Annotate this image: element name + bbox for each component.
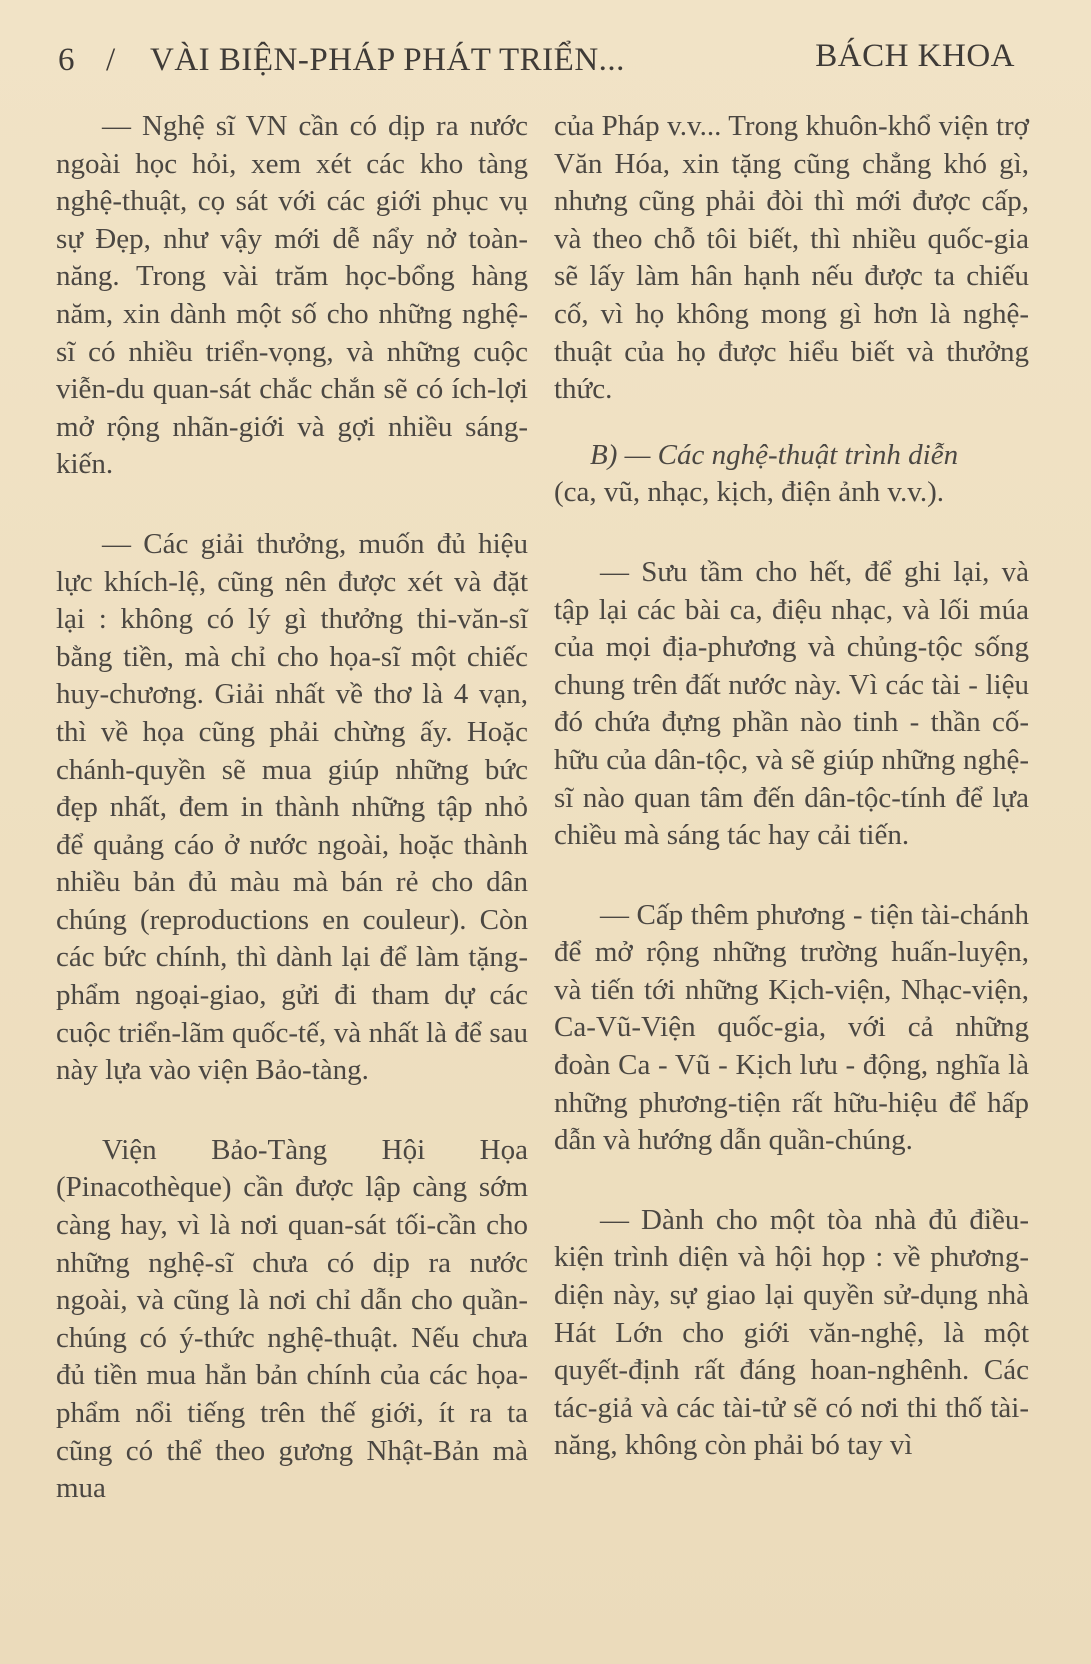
section-heading-label: B) — Các nghệ-thuật trình diễn [590,438,959,471]
paragraph-funding: — Cấp thêm phương - tiện tài-chánh để mở rộng những trường huấn-luyện, và tiến tới những Kịch-viện, Nhạc-viện, Ca-Vũ-Viện quốc-gia, với cả những đoàn Ca - Vũ - Kịch lưu - động, nghĩa là những phương-tiện rất hữu-hiệu để hấp dẫn và hướng dẫn quần-chúng. [554,898,1029,1157]
left-column [56,108,528,1508]
header-separator: / [106,42,116,78]
running-header [58,28,1051,88]
right-column [554,108,1029,1465]
section-heading-subtitle: (ca, vũ, nhạc, kịch, điện ảnh v.v.). [554,476,945,509]
paragraph-collect-songs: — Sưu tầm cho hết, để ghi lại, và tập lại các bài ca, điệu nhạc, và lối múa của mọi địa-phương và chủng-tộc sống chung trên đất nước này. Vì các tài - liệu đó chứa đựng phần nào tinh - thần cố-hữu của dân-tộc, và sẽ giúp những nghệ-sĩ nào quan tâm đến dân-tộc-tính để lựa chiều mà sáng tác hay cải tiến. [554,555,1029,852]
section-heading [554,437,1029,475]
paragraph-continuation: của Pháp v.v... Trong khuôn-khổ viện trợ Văn Hóa, xin tặng cũng chẳng khó gì, nhưng cũng phải đòi thì mới được cấp, và theo chỗ tôi biết, thì nhiều quốc-gia sẽ lấy làm hân hạnh nếu được ta chiếu cố, vì họ không mong gì hơn là nghệ-thuật của họ được hiểu biết và thưởng thức. [554,110,1029,406]
journal-name: BÁCH KHOA [815,38,1015,74]
paragraph-prizes: — Các giải thưởng, muốn đủ hiệu lực khích-lệ, cũng nên được xét và đặt lại : không có lý gì thưởng thi-văn-sĩ bằng tiền, mà chỉ cho họa-sĩ một chiếc huy-chương. Giải nhất về thơ là 4 vạn, thì về họa cũng phải chừng ấy. Hoặc chánh-quyền sẽ mua giúp những bức đẹp nhất, đem in thành những tập nhỏ để quảng cáo ở nước ngoài, hoặc thành nhiều bản đủ màu mà bán rẻ cho dân chúng (reproductions en couleur). Còn các bức chính, thì dành lại để làm tặng-phẩm ngoại-giao, gửi đi tham dự các cuộc triển-lãm quốc-tế, và nhất là để sau này lựa vào viện Bảo-tàng. [56,527,528,1087]
paragraph-artists-abroad: — Nghệ sĩ VN cần có dịp ra nước ngoài học hỏi, xem xét các kho tàng nghệ-thuật, cọ sát với các giới phục vụ sự Đẹp, như vậy mới dễ nẩy nở toàn-năng. Trong vài trăm học-bổng hàng năm, xin dành một số cho những nghệ-sĩ có nhiều triển-vọng, và những cuộc viễn-du quan-sát chắc chắn sẽ có ích-lợi mở rộng nhãn-giới và gợi nhiều sáng-kiến. [56,110,528,481]
article-title: VÀI BIỆN-PHÁP PHÁT TRIỂN... [150,42,625,78]
page-number: 6 [58,42,75,78]
paragraph-museum: Viện Bảo-Tàng Hội Họa (Pinacothèque) cần được lập càng sớm càng hay, vì là nơi quan-sát tối-cần cho những nghệ-sĩ chưa có dịp ra nước ngoài, và cũng là nơi chỉ dẫn cho quần-chúng có ý-thức nghệ-thuật. Nếu chưa đủ tiền mua hẳn bản chính của các họa-phẩm nổi tiếng trên thế giới, ít ra ta cũng có thể theo gương Nhật-Bản mà mua [56,1133,528,1505]
paragraph-venue: — Dành cho một tòa nhà đủ điều-kiện trình diện và hội họp : về phương-diện này, sự giao lại quyền sử-dụng nhà Hát Lớn cho giới văn-nghệ, là một quyết-định rất đáng hoan-nghênh. Các tác-giả và các tài-tử sẽ có nơi thi thố tài-năng, không còn phải bó tay vì [554,1203,1029,1462]
